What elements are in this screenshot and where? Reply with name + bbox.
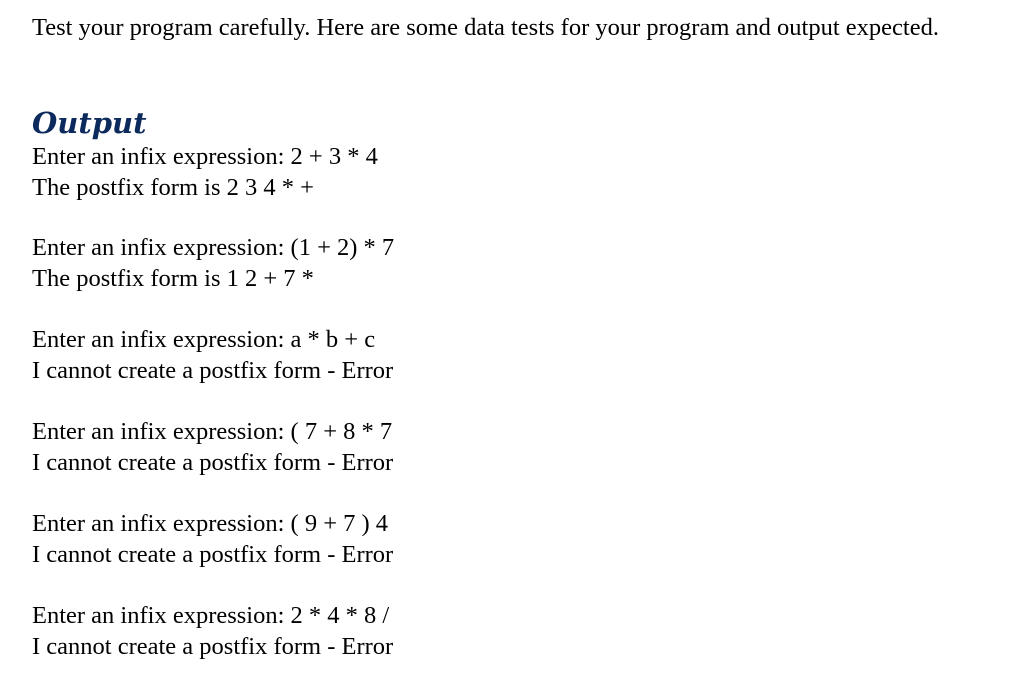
test-input-line: Enter an infix expression: 2 * 4 * 8 /	[32, 602, 390, 629]
test-output-line: I cannot create a postfix form - Error	[32, 541, 394, 568]
test-output-line: I cannot create a postfix form - Error	[32, 633, 394, 660]
test-case-4	[32, 416, 393, 478]
test-input-line: Enter an infix expression: (1 + 2) * 7	[32, 234, 395, 261]
test-case-1	[32, 141, 378, 203]
test-input-line: Enter an infix expression: a * b + c	[32, 326, 376, 353]
test-case-6	[32, 600, 393, 662]
test-output-line: I cannot create a postfix form - Error	[32, 357, 394, 384]
test-output-line: I cannot create a postfix form - Error	[32, 449, 394, 476]
test-case-5	[32, 508, 393, 570]
test-case-3	[32, 324, 393, 386]
intro-text: Test your program carefully. Here are some data tests for your program and output expected.	[32, 14, 939, 41]
test-input-line: Enter an infix expression: ( 7 + 8 * 7	[32, 418, 393, 445]
test-case-2	[32, 232, 394, 294]
test-output-line: The postfix form is 1 2 + 7 *	[32, 265, 314, 292]
test-output-line: The postfix form is 2 3 4 * +	[32, 174, 314, 201]
output-heading: Output	[32, 106, 147, 140]
test-input-line: Enter an infix expression: 2 + 3 * 4	[32, 143, 378, 170]
test-input-line: Enter an infix expression: ( 9 + 7 ) 4	[32, 510, 389, 537]
